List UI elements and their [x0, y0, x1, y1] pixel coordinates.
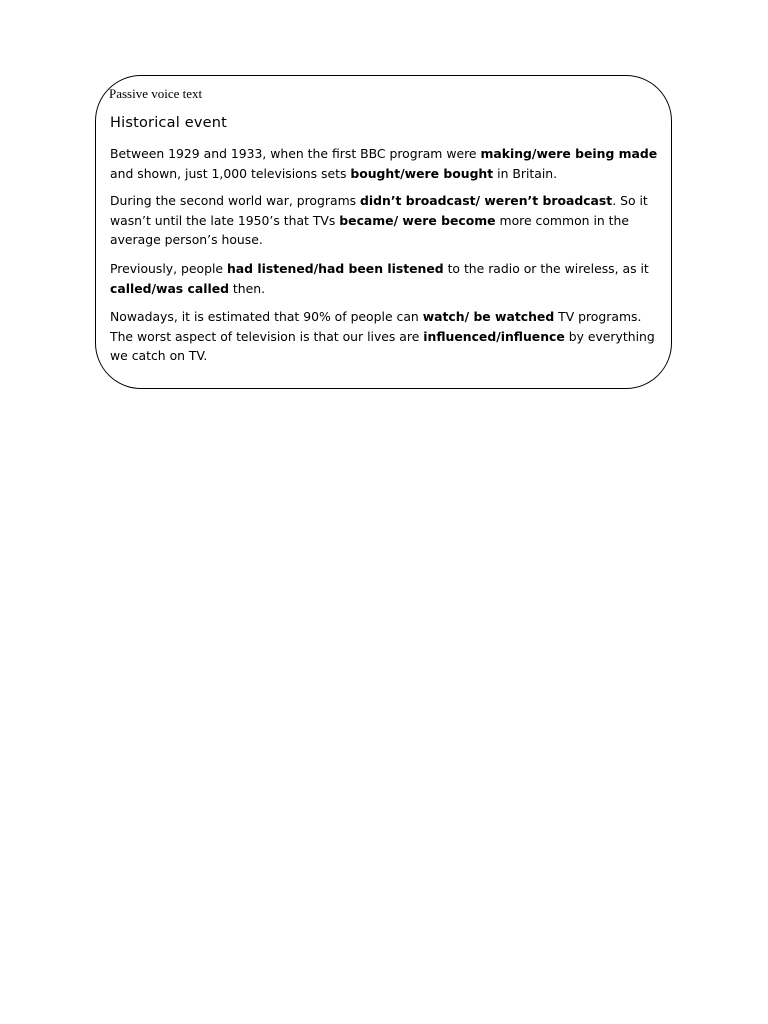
text-run: The worst aspect of television is that our lives are: [110, 328, 424, 344]
paragraph: [110, 259, 660, 298]
text-line: [110, 346, 660, 366]
text-run: average person’s house.: [110, 232, 263, 247]
paragraph: [110, 144, 660, 183]
text-run: we catch on TV.: [110, 348, 208, 363]
text-line: [110, 327, 660, 347]
text-line: [110, 191, 660, 211]
text-run: to the radio or the wireless, as it: [443, 261, 649, 276]
answer-choice: had listened/had been listened: [226, 261, 444, 276]
text-line: [110, 279, 660, 299]
answer-choice: making/were being made: [480, 146, 658, 161]
text-line: [110, 144, 660, 164]
text-run: Between 1929 and 1933, when the first BBC program were: [110, 146, 481, 161]
answer-choice: didn’t broadcast/ weren’t broadcast: [360, 193, 613, 208]
text-run: wasn’t until the late 1950’s that TVs: [110, 212, 340, 228]
text-line: [110, 211, 660, 231]
answer-choice: bought/were bought: [350, 165, 494, 181]
text-run: Nowadays, it is estimated that 90% of people can: [110, 309, 423, 324]
text-line: [110, 259, 660, 279]
text-run: During the second world war, programs: [110, 193, 361, 208]
text-run: by everything: [564, 328, 655, 344]
text-run: Previously, people: [110, 261, 227, 276]
text-run: and shown, just 1,000 televisions sets: [110, 165, 351, 181]
answer-choice: watch/ be watched: [422, 309, 555, 324]
text-run: . So it: [612, 193, 648, 208]
paragraph: [110, 191, 660, 250]
text-line: [110, 164, 660, 184]
text-run: in Britain.: [493, 165, 558, 181]
text-line: [110, 307, 660, 327]
document-label: Passive voice text: [109, 86, 203, 101]
text-run: more common in the: [495, 212, 630, 228]
text-run: then.: [228, 280, 266, 296]
answer-choice: influenced/influence: [423, 328, 565, 344]
text-line: [110, 230, 660, 250]
answer-choice: became/ were become: [339, 212, 496, 228]
section-heading: Historical event: [110, 115, 228, 131]
paragraph: [110, 307, 660, 366]
text-run: TV programs.: [554, 309, 642, 324]
answer-choice: called/was called: [110, 280, 229, 296]
